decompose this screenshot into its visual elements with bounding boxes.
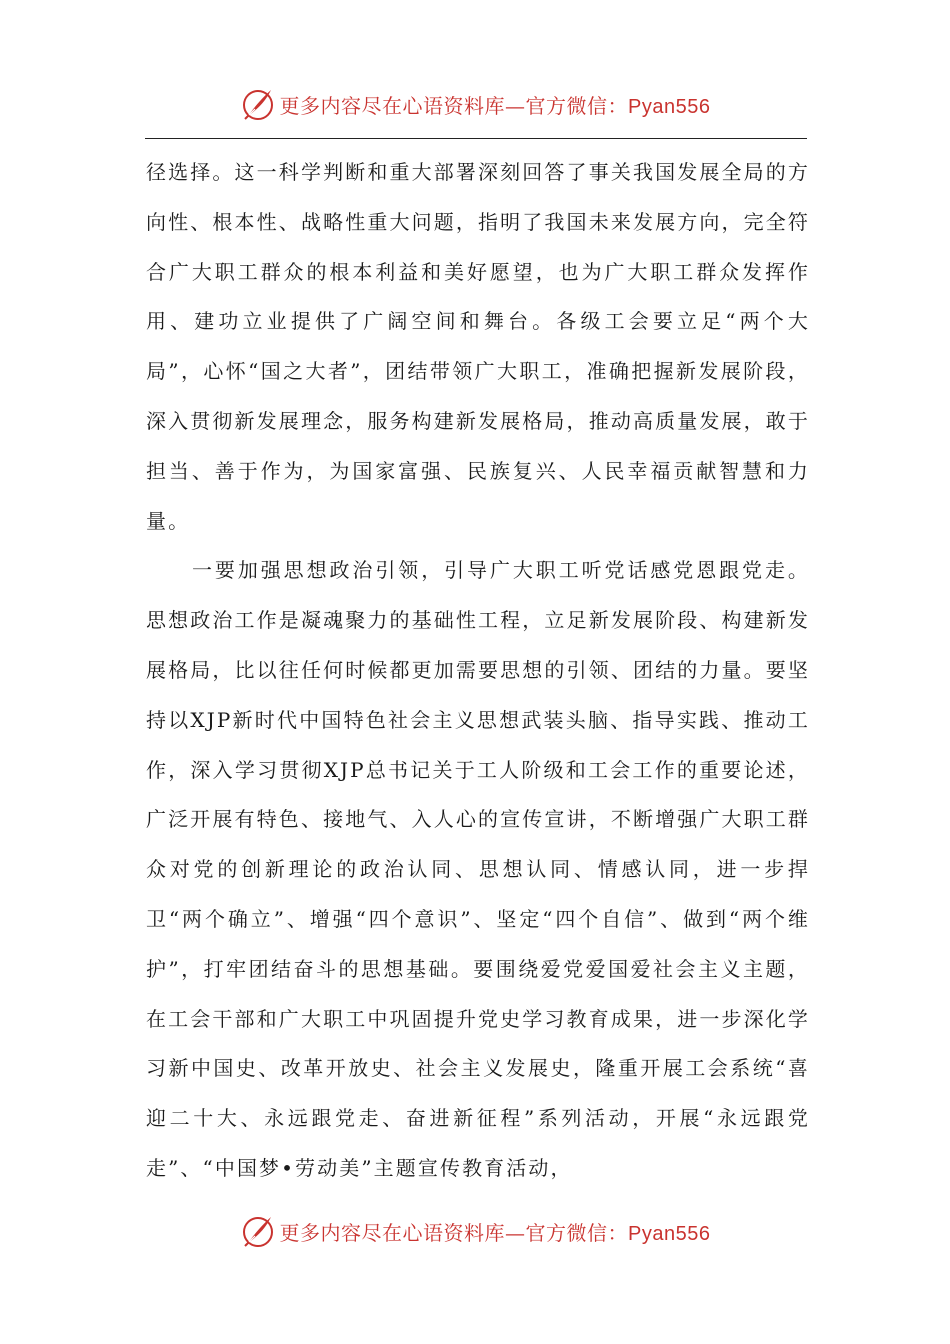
- header-banner: [0, 84, 950, 124]
- quill-logo-icon: [240, 86, 276, 122]
- header-banner-text: 更多内容尽在心语资料库—官方微信：Pyan556: [279, 93, 711, 118]
- document-body: [146, 148, 810, 1194]
- header-wechat-id: Pyan556: [628, 95, 711, 118]
- paragraph-1: 径选择。这一科学判断和重大部署深刻回答了事关我国发展全局的方向性、根本性、战略性重大问题，指明了我国未来发展方向，完全符合广大职工群众的根本利益和美好愿望，也为广大职工群众发挥作用、建功立业提供了广阔空间和舞台。各级工会要立足“两个大局”，心怀“国之大者”，团结带领广大职工，准确把握新发展阶段，深入贯彻新发展理念，服务构建新发展格局，推动高质量发展，敢于担当、善于作为，为国家富强、民族复兴、人民幸福贡献智慧和力量。: [146, 160, 810, 533]
- footer-banner-text: 更多内容尽在心语资料库—官方微信：Pyan556: [279, 1220, 711, 1245]
- footer-banner: [0, 1211, 950, 1251]
- header-divider: [145, 138, 807, 139]
- footer-wechat-id: Pyan556: [628, 1222, 711, 1245]
- quill-logo-icon: [240, 1213, 276, 1249]
- paragraph-2: 一要加强思想政治引领，引导广大职工听党话感党恩跟党走。思想政治工作是凝魂聚力的基础性工程，立足新发展阶段、构建新发展格局，比以往任何时候都更加需要思想的引领、团结的力量。要坚持以XJP新时代中国特色社会主义思想武装头脑、指导实践、推动工作，深入学习贯彻XJP总书记关于工人阶级和工会工作的重要论述，广泛开展有特色、接地气、入人心的宣传宣讲，不断增强广大职工群众对党的创新理论的政治认同、思想认同、情感认同，进一步捍卫“两个确立”、增强“四个意识”、坚定“四个自信”、做到“两个维护”，打牢团结奋斗的思想基础。要围绕爱党爱国爱社会主义主题，在工会干部和广大职工中巩固提升党史学习教育成果，进一步深化学习新中国史、改革开放史、社会主义发展史，隆重开展工会系统“喜迎二十大、永远跟党走、奋进新征程”系列活动，开展“永远跟党走”、“中国梦•劳动美”主题宣传教育活动，: [146, 558, 810, 1180]
